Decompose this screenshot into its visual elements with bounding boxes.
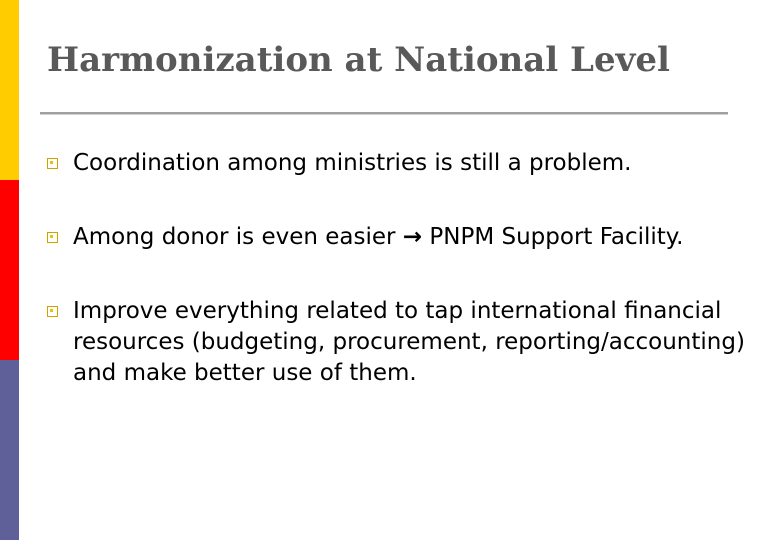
- bullet-text: Coordination among ministries is still a problem.: [73, 150, 632, 176]
- title-divider: [40, 112, 728, 115]
- bullet-item-improve: [47, 296, 747, 389]
- square-bullet-icon: [47, 158, 58, 169]
- sidebar-blue-segment: [0, 360, 19, 540]
- sidebar-red-segment: [0, 180, 19, 360]
- square-bullet-icon: [47, 306, 58, 317]
- bullet-text-after: PNPM Support Facility.: [422, 224, 684, 250]
- slide-title: Harmonization at National Level: [47, 40, 670, 80]
- bullet-item-donor: [47, 222, 747, 253]
- bullet-list: [47, 148, 747, 389]
- bullet-item-coordination: [47, 148, 747, 179]
- square-bullet-icon: [47, 232, 58, 243]
- right-arrow-icon: →: [402, 224, 423, 250]
- bullet-text: Improve everything related to tap international financial resources (budgeting, procurement, reporting/accounting) and make better use of them.: [73, 298, 745, 386]
- sidebar-accent: [0, 0, 19, 540]
- sidebar-yellow-segment: [0, 0, 19, 180]
- bullet-text-before: Among donor is even easier: [73, 224, 403, 250]
